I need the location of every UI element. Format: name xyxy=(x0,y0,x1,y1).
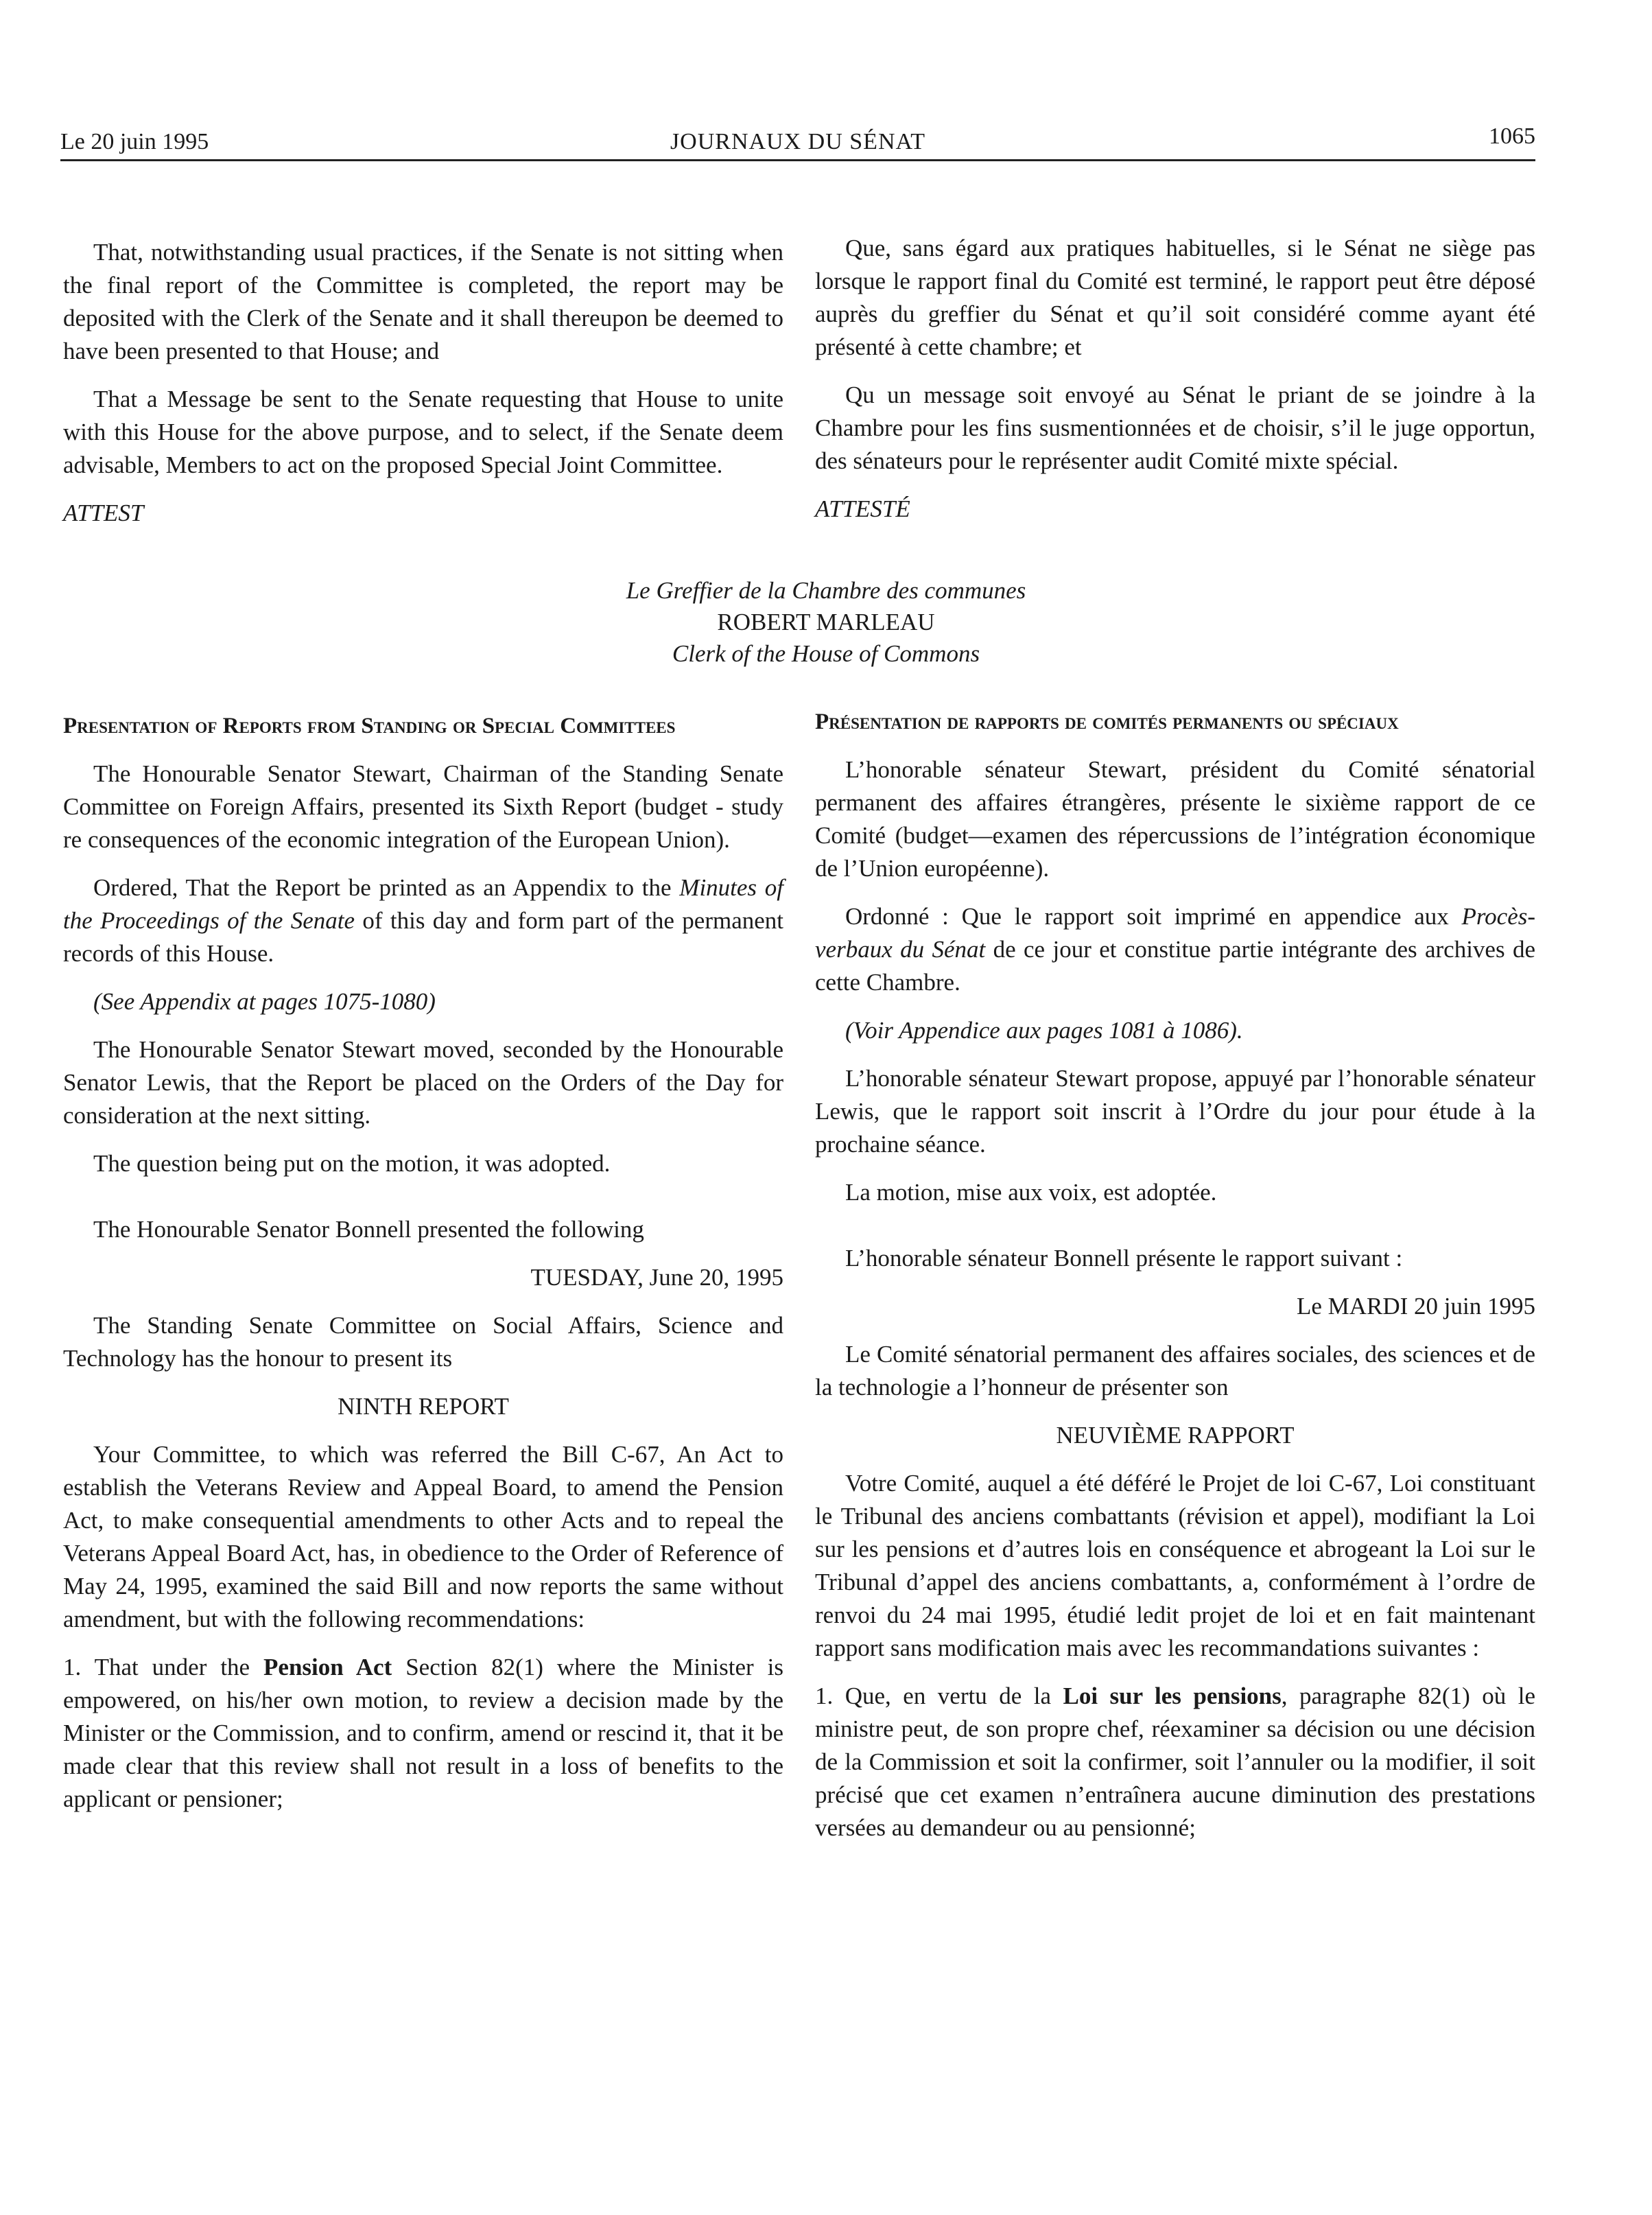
top-left-column xyxy=(63,236,783,545)
paragraph: Le Comité sénatorial permanent des affaires sociales, des sciences et de la technologie a l’honneur de présenter son xyxy=(815,1341,1535,1401)
clerk-name: ROBERT MARLEAU xyxy=(717,609,935,635)
page-header xyxy=(60,124,1535,161)
paragraph: L’honorable sénateur Stewart, président du Comité sénatorial permanent des affaires étrangères, présente le sixième rapport de ce Comité (budget—examen des répercussions de l’intégration économique de l’Union européenne). xyxy=(815,756,1535,882)
header-title: JOURNAUX DU SÉNAT xyxy=(670,129,926,154)
paragraph: The Honourable Senator Stewart moved, seconded by the Honourable Senator Lewis, that the Report be placed on the Orders of the Day for consideration at the next sitting. xyxy=(63,1036,783,1129)
italic-title: Procès-verbaux du Sénat xyxy=(815,903,1535,963)
paragraph: L’honorable sénateur Stewart propose, appuyé par l’honorable sénateur Lewis, que le rapport soit inscrit à l’Ordre du jour pour étude à la prochaine séance. xyxy=(815,1065,1535,1158)
paragraph: The Honourable Senator Bonnell presented the following xyxy=(93,1216,644,1243)
section-heading: Presentation of Reports from Standing or Special Committees xyxy=(63,714,676,738)
recommendation-item: 1. Que, en vertu de la Loi sur les pensions, paragraphe 82(1) où le ministre peut, de son propre chef, réexaminer sa décision ou une décision de la Commission et soit la confirmer, soit l’annuler ou la modifier, il soit précisé que cet examen n’entraînera aucune diminution des prestations versées au demandeur ou au pensionné; xyxy=(815,1683,1535,1841)
paragraph: The question being put on the motion, it was adopted. xyxy=(93,1150,611,1177)
signature-block xyxy=(0,575,1652,670)
main-right-column xyxy=(815,707,1535,1860)
paragraph: Ordered, That the Report be printed as an Appendix to the Minutes of the Proceedings of the Senate of this day and form part of the permanent records of this House. xyxy=(63,874,783,967)
paragraph: Your Committee, to which was referred the Bill C-67, An Act to establish the Veterans Review and Appeal Board, to amend the Pension Act, to make consequential amendments to other Acts and to repeal the Veterans Appeal Board Act, has, in obedience to the Order of Reference of May 24, 1995, examined the said Bill and now reports the same without amendment, but with the following recommendations: xyxy=(63,1441,783,1632)
report-date: TUESDAY, June 20, 1995 xyxy=(530,1264,783,1291)
report-title: NINTH REPORT xyxy=(338,1393,509,1420)
appendix-reference: (Voir Appendice aux pages 1081 à 1086). xyxy=(845,1017,1243,1044)
report-date: Le MARDI 20 juin 1995 xyxy=(1296,1293,1535,1320)
paragraph: The Honourable Senator Stewart, Chairman of the Standing Senate Committee on Foreign Affairs, presented its Sixth Report (budget - study re consequences of the economic integration of the European Union). xyxy=(63,760,783,853)
clerk-title-fr: Le Greffier de la Chambre des communes xyxy=(626,577,1026,604)
report-title: NEUVIÈME RAPPORT xyxy=(1056,1422,1295,1449)
italic-title: Minutes of the Proceedings of the Senate xyxy=(63,874,783,934)
bold-act-name: Pension Act xyxy=(263,1654,392,1680)
paragraph: That a Message be sent to the Senate requesting that House to unite with this House for the above purpose, and to select, if the Senate deem advisable, Members to act on the proposed Special Joint Committee. xyxy=(63,386,783,478)
paragraph: Votre Comité, auquel a été déféré le Projet de loi C-67, Loi constituant le Tribunal des anciens combattants (révision et appel), modifiant la Loi sur les pensions et d’autres lois en conséquence et abrogeant la Loi sur le Tribunal d’appel des anciens combattants, a, conformément à l’ordre de renvoi du 24 mai 1995, étudié ledit projet de loi et en fait maintenant rapport sans modification mais avec les recommandations suivantes : xyxy=(815,1470,1535,1661)
section-heading: Présentation de rapports de comités permanents ou spéciaux xyxy=(815,710,1399,734)
paragraph: Ordonné : Que le rapport soit imprimé en appendice aux Procès-verbaux du Sénat de ce jour et constitue partie intégrante des archives de cette Chambre. xyxy=(815,903,1535,996)
paragraph: Qu un message soit envoyé au Sénat le priant de se joindre à la Chambre pour les fins susmentionnées et de choisir, s’il le juge opportun, des sénateurs pour le représenter audit Comité mixte spécial. xyxy=(815,382,1535,474)
appendix-reference: (See Appendix at pages 1075-1080) xyxy=(93,988,436,1015)
page-number: 1065 xyxy=(1489,124,1535,149)
paragraph: The Standing Senate Committee on Social Affairs, Science and Technology has the honour to present its xyxy=(63,1312,783,1372)
bold-act-name: Loi sur les pensions xyxy=(1063,1683,1282,1709)
top-right-column xyxy=(815,232,1535,541)
clerk-title-en: Clerk of the House of Commons xyxy=(672,640,980,667)
paragraph: That, notwithstanding usual practices, if the Senate is not sitting when the final report of the Committee is completed, the report may be deposited with the Clerk of the Senate and it shall thereupon be deemed to have been presented to that House; and xyxy=(63,239,783,364)
paragraph: L’honorable sénateur Bonnell présente le rapport suivant : xyxy=(845,1245,1403,1271)
recommendation-item: 1. That under the Pension Act Section 82(1) where the Minister is empowered, on his/her own motion, to review a decision made by the Minister or the Commission, and to confirm, amend or rescind it, that it be made clear that this review shall not result in a loss of benefits to the applicant or pensioner; xyxy=(63,1654,783,1812)
main-left-column xyxy=(63,711,783,1831)
header-date: Le 20 juin 1995 xyxy=(60,129,209,154)
attest-label: ATTEST xyxy=(63,500,144,526)
paragraph: Que, sans égard aux pratiques habituelles, si le Sénat ne siège pas lorsque le rapport final du Comité est terminé, le rapport peut être déposé auprès du greffier du Sénat et qu’il soit considéré comme ayant été présenté à cette chambre; et xyxy=(815,235,1535,360)
paragraph: La motion, mise aux voix, est adoptée. xyxy=(845,1179,1217,1206)
attest-label: ATTESTÉ xyxy=(815,495,910,522)
